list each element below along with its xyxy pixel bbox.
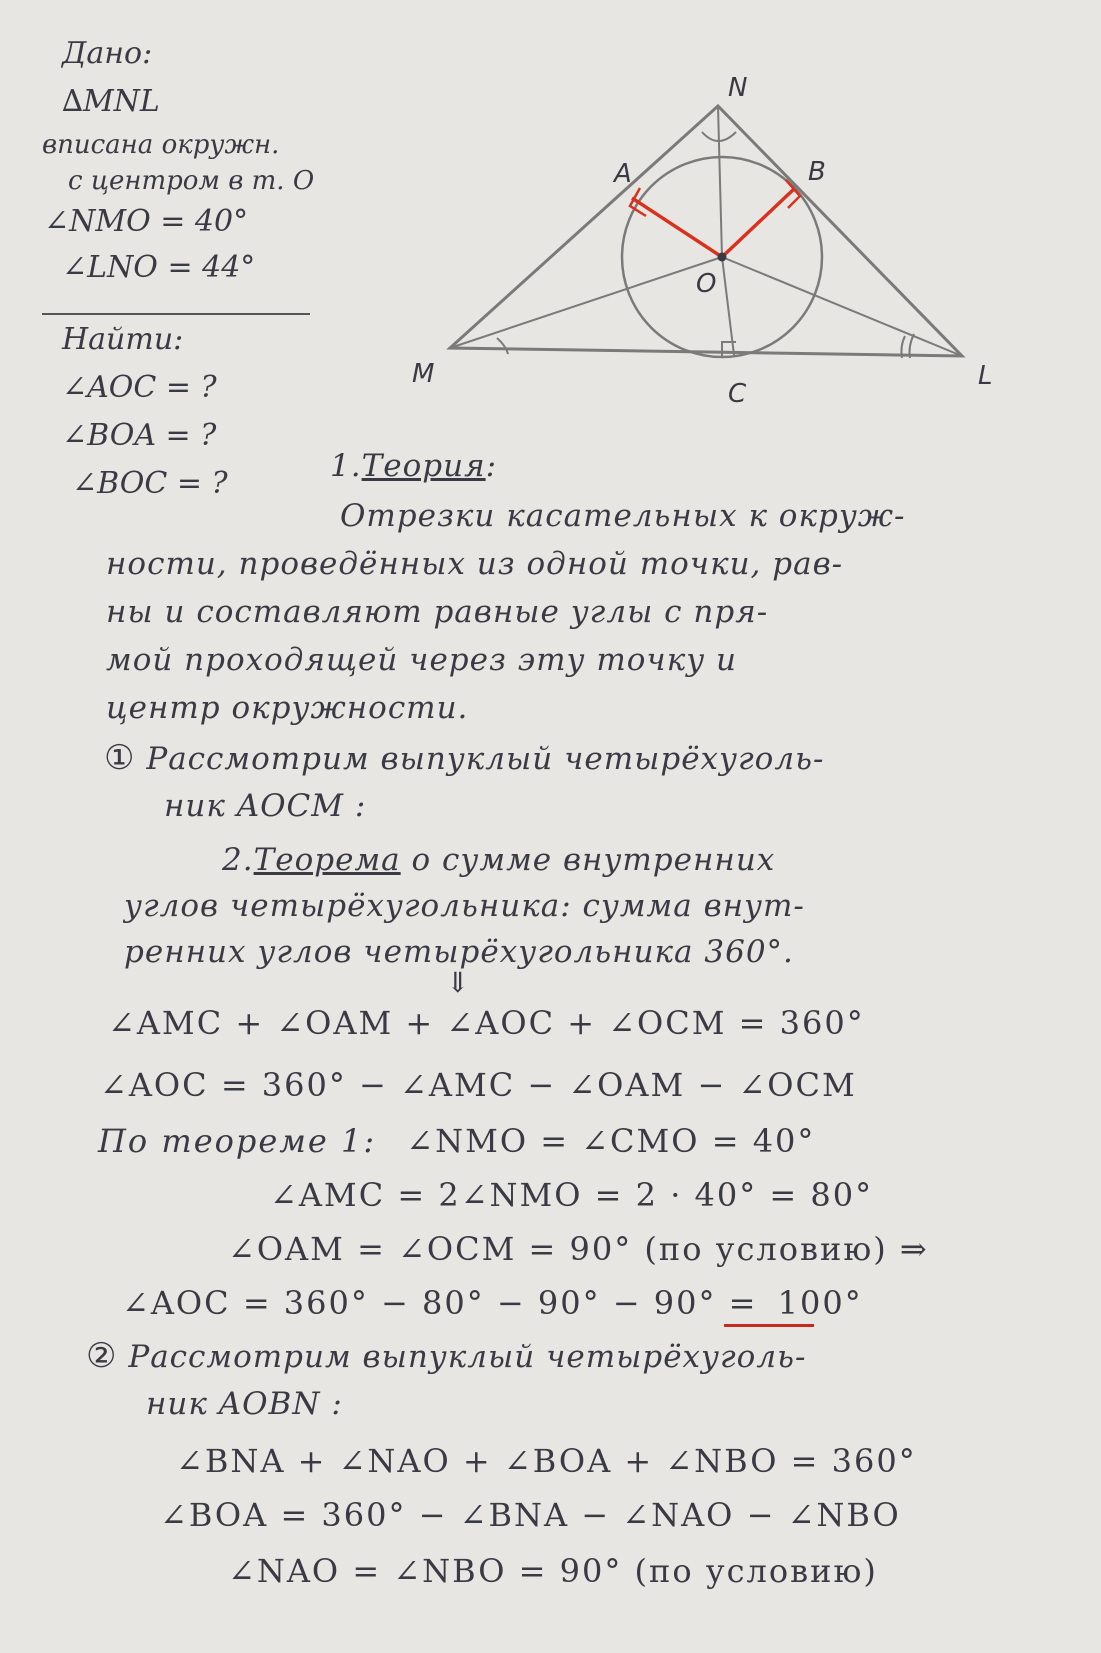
bisector-m xyxy=(450,257,722,348)
step1-eq-1: ∠AMC + ∠OAM + ∠AOC + ∠OCM = 360° xyxy=(108,1004,865,1042)
step2-heading xyxy=(86,1336,806,1376)
step1-by-theorem xyxy=(98,1122,815,1160)
radius-oc xyxy=(722,257,734,355)
theory-line-5: центр окружности. xyxy=(106,690,469,726)
step1-answer: 100° xyxy=(777,1284,863,1322)
step1-eq-6 xyxy=(122,1284,863,1322)
theory-line-3: ны и составляют равные углы с пря- xyxy=(106,594,769,630)
theorem-line-1: о сумме внутренних xyxy=(411,842,776,878)
find-heading: Найти: xyxy=(62,322,184,357)
find-q2: ∠BOA = ? xyxy=(62,418,217,453)
center-point-o xyxy=(718,253,727,262)
radius-oa xyxy=(632,198,722,257)
label-c: C xyxy=(728,379,747,409)
theory-line-4: мой проходящей через эту точку и xyxy=(106,642,738,678)
step1-eq-5: ∠OAM = ∠OCM = 90° (по условию) ⇒ xyxy=(228,1230,929,1268)
angle-mark-m xyxy=(497,338,508,354)
label-l: L xyxy=(978,361,993,391)
theory-number: 1. xyxy=(330,448,362,484)
step1-heading xyxy=(104,738,824,778)
step1-eq-4: ∠AMC = 2∠NMO = 2 · 40° = 80° xyxy=(270,1176,874,1214)
theorem-number: 2. xyxy=(222,842,254,878)
find-q3: ∠BOC = ? xyxy=(72,466,228,501)
theorem-heading xyxy=(222,842,775,878)
step2-eq-2: ∠BOA = 360° − ∠BNA − ∠NAO − ∠NBO xyxy=(160,1496,901,1534)
by-theorem-label: По теореме 1: xyxy=(98,1122,377,1160)
down-arrow-icon: ⇓ xyxy=(446,966,472,999)
triangle-figure xyxy=(0,0,1101,420)
label-b: B xyxy=(808,157,826,187)
bisector-l xyxy=(722,257,962,356)
step1-circle-number: ① xyxy=(104,738,136,778)
theory-line-2: ности, проведённых из одной точки, рав- xyxy=(106,546,844,582)
theorem-title: Теорема xyxy=(253,842,401,878)
label-a: A xyxy=(614,159,632,189)
label-o: O xyxy=(696,269,717,299)
step2-eq-1: ∠BNA + ∠NAO + ∠BOA + ∠NBO = 360° xyxy=(176,1442,917,1480)
theory-heading: 1.Теория: xyxy=(330,448,498,484)
label-n: N xyxy=(728,73,748,103)
step1-line-1: Рассмотрим выпуклый четырёхуголь- xyxy=(146,741,825,777)
theory-title: Теория xyxy=(361,448,486,484)
radius-ob xyxy=(722,189,794,257)
step2-line-2: ник AOBN : xyxy=(146,1386,343,1422)
answer-underline xyxy=(724,1324,814,1327)
given-angle-nmo: ∠NMO = 40° xyxy=(44,204,249,239)
step2-eq-3: ∠NAO = ∠NBO = 90° (по условию) xyxy=(228,1552,878,1590)
given-inscribed-1: вписана окружн. xyxy=(42,130,280,160)
given-angle-lno: ∠LNO = 44° xyxy=(62,250,256,285)
label-m: M xyxy=(412,359,435,389)
triangle-mnl xyxy=(450,106,962,356)
step2-circle-number: ② xyxy=(86,1336,118,1376)
step1-eq-6-expr: ∠AOC = 360° − 80° − 90° − 90° = xyxy=(122,1284,758,1322)
step1-line-2: ник AOCM : xyxy=(164,788,367,824)
theorem-line-3: ренних углов четырёхугольника 360°. xyxy=(124,934,794,970)
step2-line-1: Рассмотрим выпуклый четырёхуголь- xyxy=(128,1339,807,1375)
bisector-n xyxy=(718,106,722,257)
theorem-line-2: углов четырёхугольника: сумма внут- xyxy=(124,888,805,924)
theory-line-1: Отрезки касательных к окруж- xyxy=(340,498,906,534)
given-triangle: ∆MNL xyxy=(62,84,160,119)
given-inscribed-2: с центром в т. O xyxy=(68,166,315,196)
step1-eq-3: ∠NMO = ∠CMO = 40° xyxy=(406,1122,816,1160)
step1-eq-2: ∠AOC = 360° − ∠AMC − ∠OAM − ∠OCM xyxy=(100,1066,857,1104)
find-q1: ∠AOC = ? xyxy=(62,370,217,405)
given-heading: Дано: xyxy=(62,36,153,71)
